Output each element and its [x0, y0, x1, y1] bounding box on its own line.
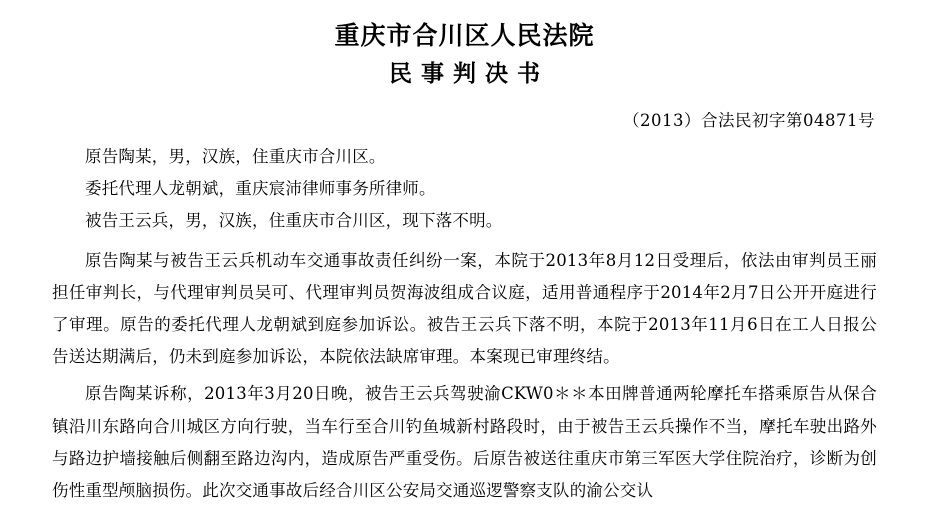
- parties-block: [52, 141, 877, 238]
- party-plaintiff: 原告陶某，男，汉族，住重庆市合川区。: [85, 147, 386, 167]
- case-number: （2013）合法民初字第04871号: [623, 111, 875, 131]
- party-plaintiff-agent: 委托代理人龙朝斌，重庆宸沛律师事务所律师。: [85, 179, 436, 199]
- court-name-title: 重庆市合川区人民法院: [334, 21, 595, 50]
- document-type-subtitle: 民事判决书: [389, 60, 549, 88]
- procedural-history-paragraph: 原告陶某与被告王云兵机动车交通事故责任纠纷一案，本院于2013年8月12日受理后，依法由审判员王丽担任审判长，与代理审判员吴可、代理审判员贺海波组成合议庭，适用普通程序于2014年2月7日公开开庭进行了审理。原告的委托代理人龙朝斌到庭参加诉讼。被告王云兵下落不明，本院于2013年11月6日在工人日报公告送达期满后，仍未到庭参加诉讼，本院依法缺席审理。本案现已审理终结。: [52, 250, 877, 367]
- party-defendant: 被告王云兵，男，汉族，住重庆市合川区，现下落不明。: [85, 211, 503, 231]
- plaintiff-claim-block: [52, 378, 877, 507]
- plaintiff-claim-paragraph: 原告陶某诉称，2013年3月20日晚，被告王云兵驾驶渝CKW0＊＊本田牌普通两轮摩托车搭乘原告从保合镇沿川东路向合川城区方向行驶，当车行至合川钓鱼城新村路段时，由于被告王云兵操作不当，摩托车驶出路外与路边护墙接触后侧翻至路边沟内，造成原告严重受伤。后原告被送往重庆市第三军医大学住院治疗，诊断为创伤性重型颅脑损伤。此次交通事故后经合川区公安局交通巡逻警察支队的渝公交认: [52, 384, 877, 500]
- procedural-history-block: [52, 245, 877, 374]
